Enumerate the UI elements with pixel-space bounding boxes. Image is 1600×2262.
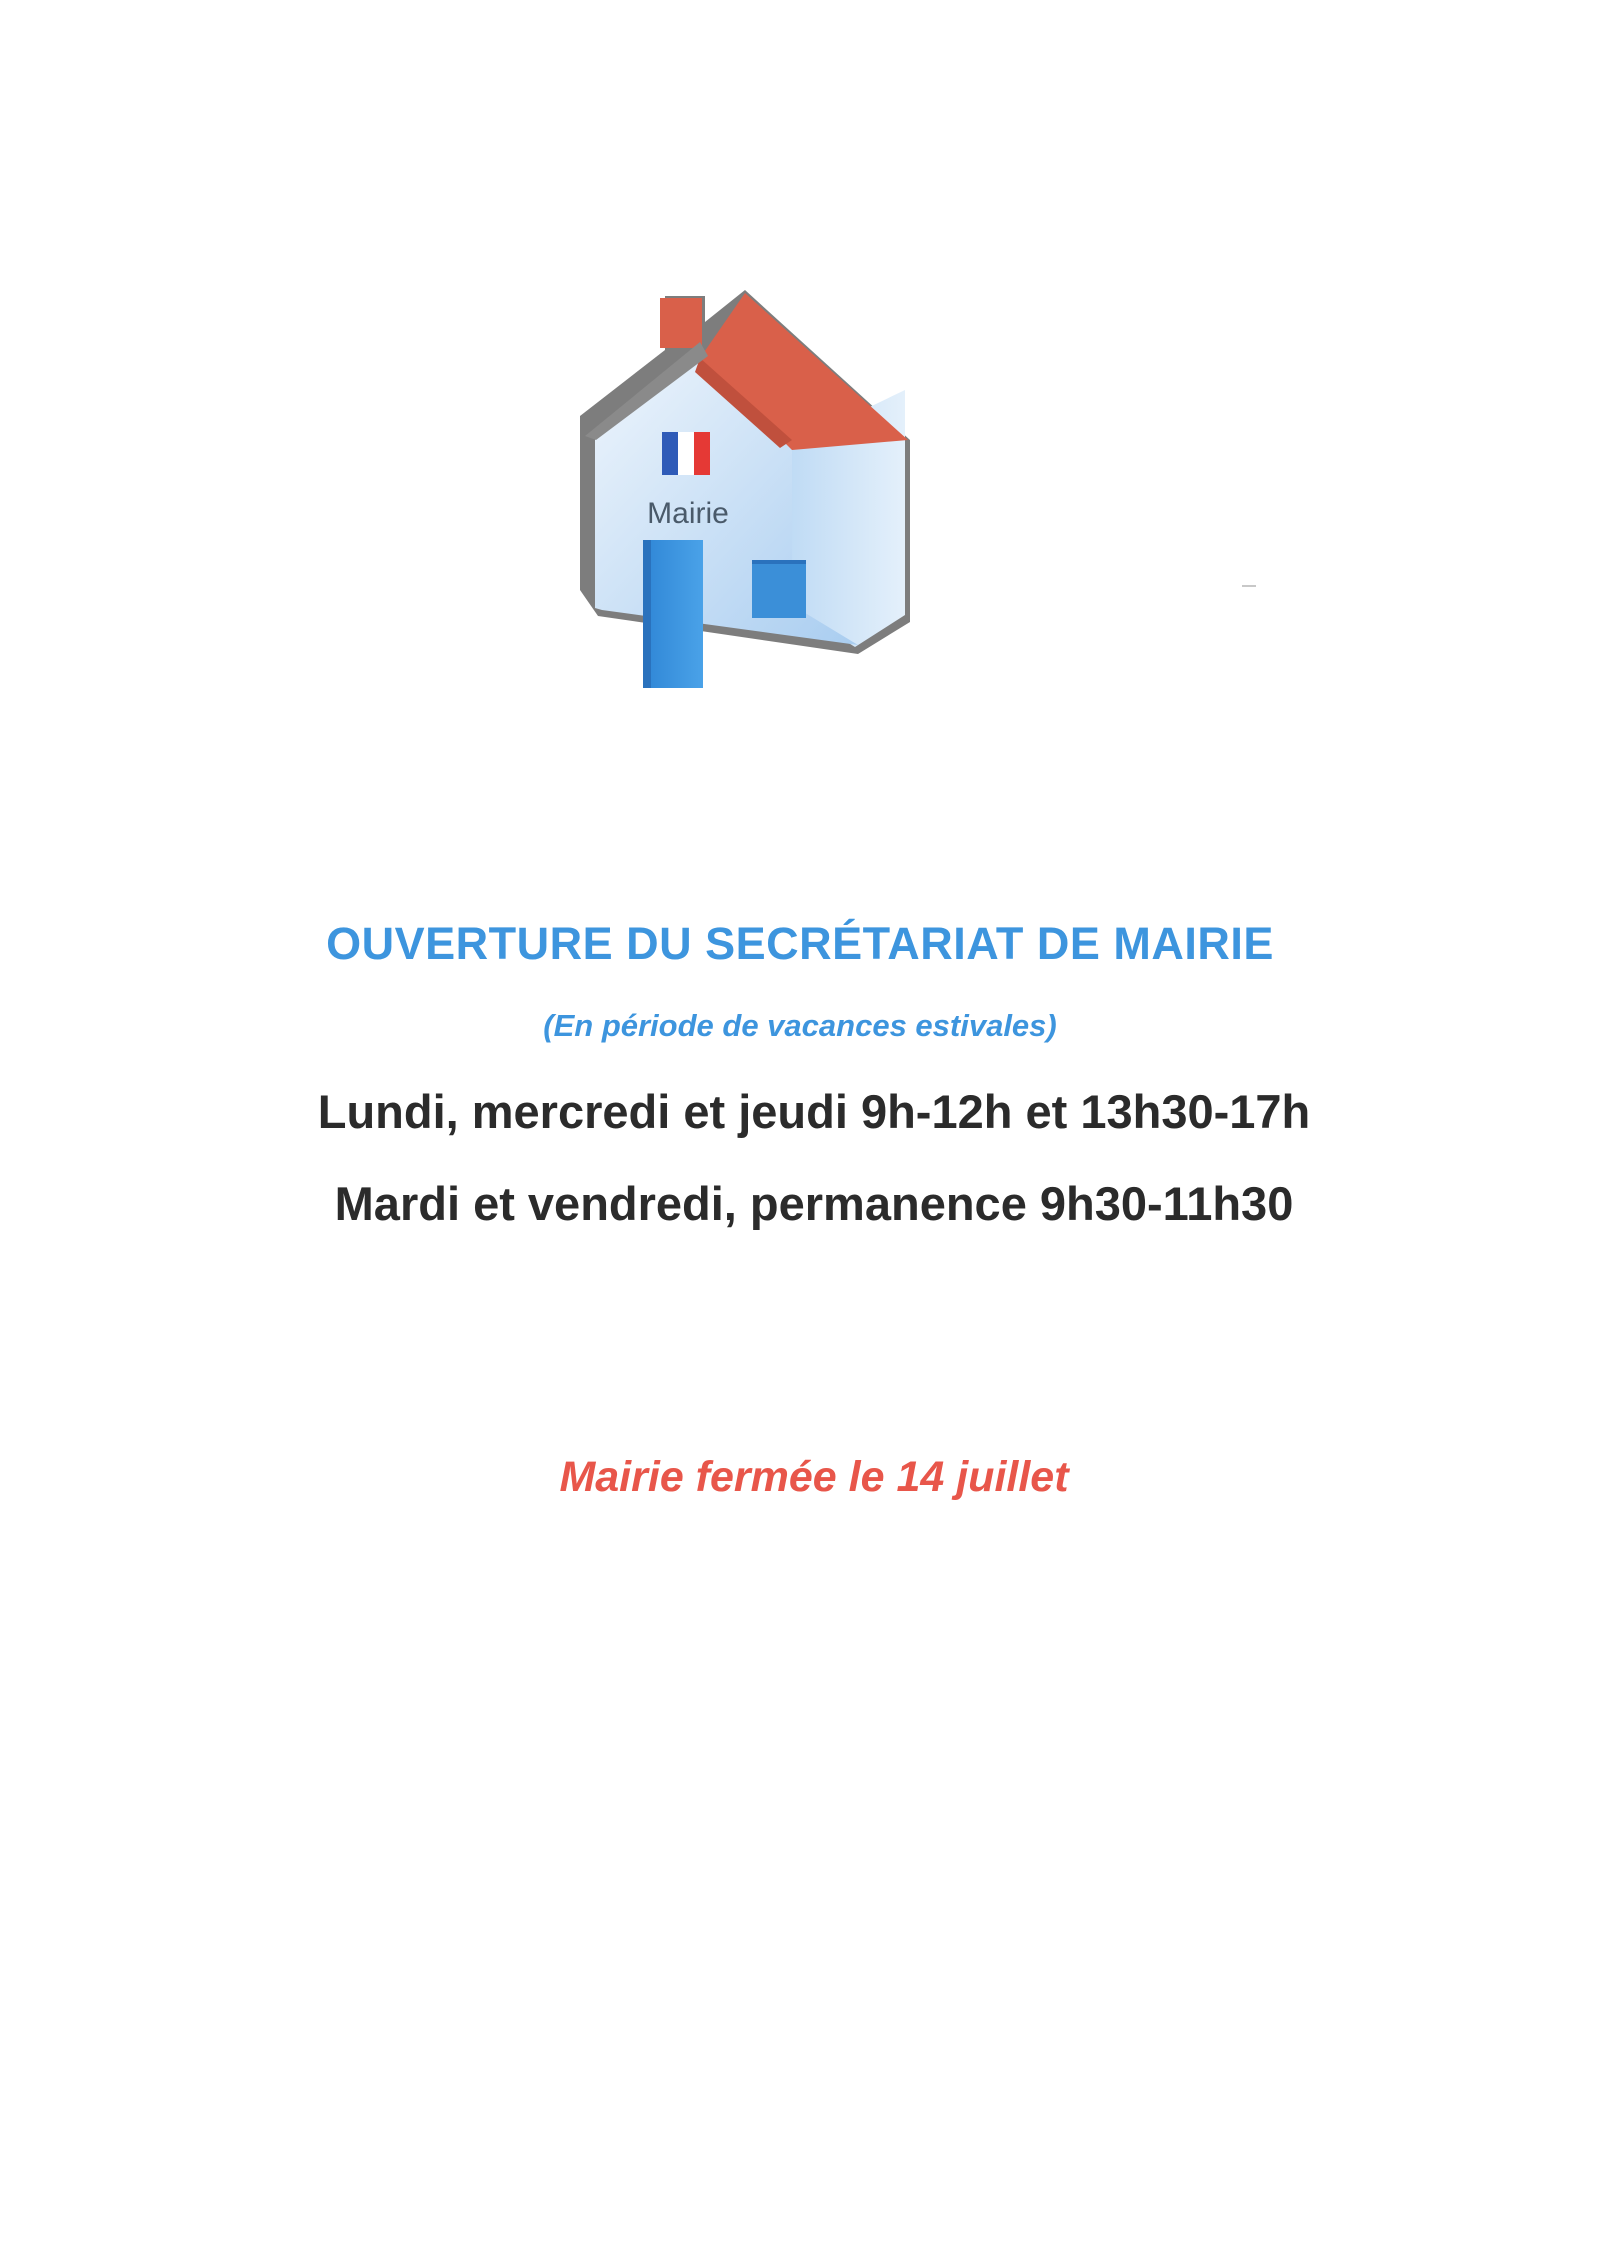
notice-subtitle: (En période de vacances estivales) <box>543 1008 1057 1043</box>
town-hall-house-icon <box>540 290 1020 750</box>
sign-text: Mairie <box>647 497 729 530</box>
notice-title: OUVERTURE DU SECRÉTARIAT DE MAIRIE <box>326 918 1274 969</box>
schedule-line: Lundi, mercredi et jeudi 9h-12h et 13h30-17h <box>317 1085 1311 1138</box>
closure-notice: Mairie fermée le 14 juillet <box>559 1453 1069 1501</box>
french-flag-icon <box>662 432 710 475</box>
window <box>752 560 806 618</box>
scan-mark <box>1242 585 1256 587</box>
schedule-line: Mardi et vendredi, permanence 9h30-11h30 <box>334 1177 1294 1230</box>
door <box>643 540 703 688</box>
